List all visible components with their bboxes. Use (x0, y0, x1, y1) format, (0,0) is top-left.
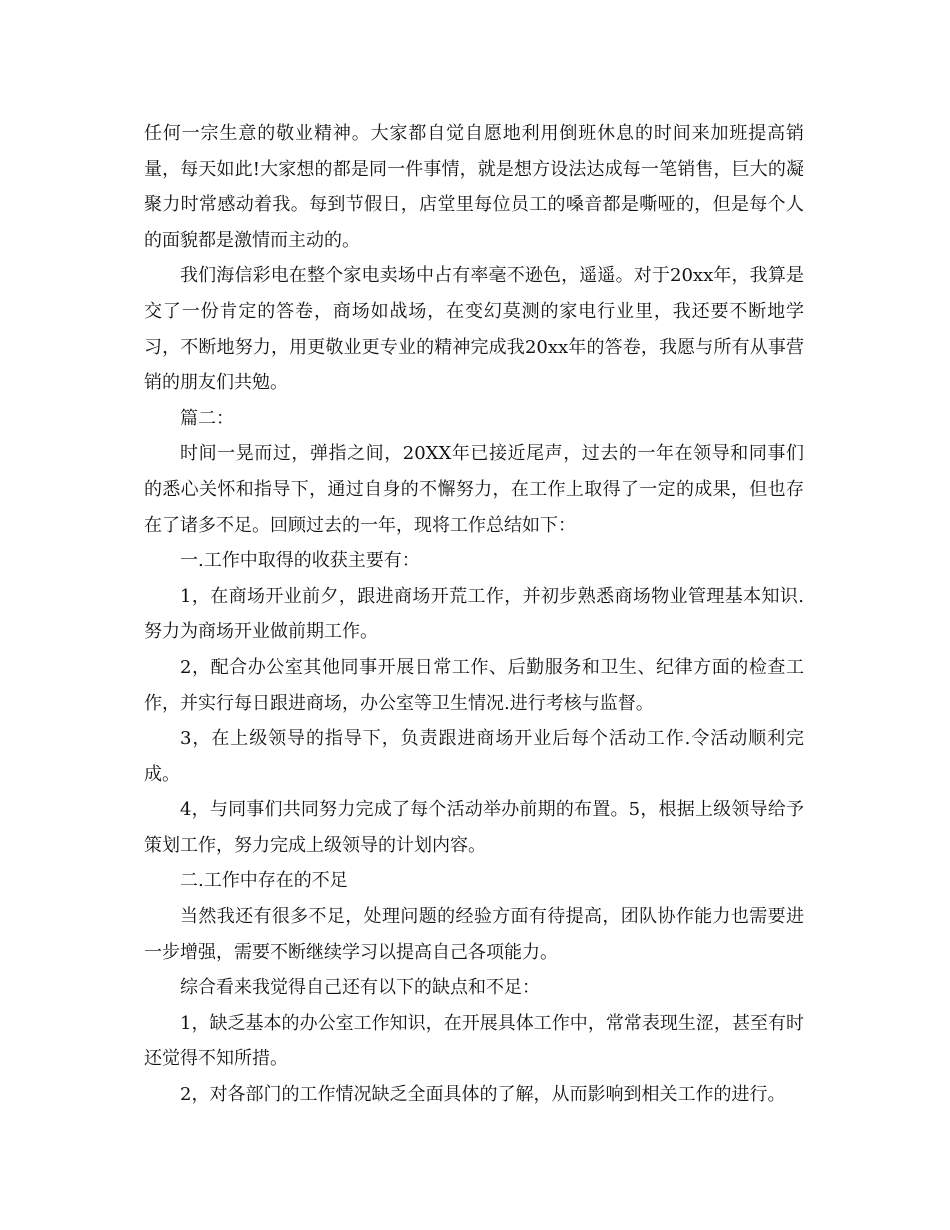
list-item: 2，配合办公室其他同事开展日常工作、后勤服务和卫生、纪律方面的检查工作，并实行每日跟进商场，办公室等卫生情况.进行考核与监督。 (144, 656, 804, 714)
subsection-heading: 一.工作中取得的收获主要有： (180, 550, 420, 572)
paragraph: 我们海信彩电在整个家电卖场中占有率毫不逊色，遥遥。对于20xx年，我算是交了一份肯定的答卷，商场如战场，在变幻莫测的家电行业里，我还要不断地学习，不断地努力，用更敬业更专业的精神完成我20xx年的答卷，我愿与所有从事营销的朋友们共勉。 (144, 265, 804, 394)
subsection-heading: 二.工作中存在的不足 (180, 870, 348, 892)
paragraph: 任何一宗生意的敬业精神。大家都自觉自愿地利用倒班休息的时间来加班提高销量，每天如此!大家想的都是同一件事情，就是想方设法达成每一笔销售，巨大的凝聚力时常感动着我。每到节假日，店堂里每位员工的嗓音都是嘶哑的，但是每个人的面貌都是激情而主动的。 (144, 123, 804, 251)
section-heading: 篇二： (180, 407, 234, 429)
list-item: 4，与同事们共同努力完成了每个活动举办前期的布置。5，根据上级领导给予策划工作，努力完成上级领导的计划内容。 (144, 799, 804, 856)
paragraph: 综合看来我觉得自己还有以下的缺点和不足： (180, 977, 540, 999)
paragraph: 当然我还有很多不足，处理问题的经验方面有待提高，团队协作能力也需要进一步增强，需要不断继续学习以提高自己各项能力。 (144, 906, 804, 963)
list-item: 2，对各部门的工作情况缺乏全面具体的了解，从而影响到相关工作的进行。 (180, 1084, 786, 1106)
list-item: 1，在商场开业前夕，跟进商场开荒工作，并初步熟悉商场物业管理基本知识.努力为商场开业做前期工作。 (144, 585, 804, 643)
list-item: 3，在上级领导的指导下，负责跟进商场开业后每个活动工作.令活动顺利完成。 (144, 728, 804, 785)
paragraph: 时间一晃而过，弹指之间，20XX年已接近尾声，过去的一年在领导和同事们的悉心关怀和指导下，通过自身的不懈努力，在工作上取得了一定的成果，但也存在了诸多不足。回顾过去的一年，现将工作总结如下： (144, 443, 804, 536)
document-body (144, 116, 804, 1113)
list-item: 1，缺乏基本的办公室工作知识，在开展具体工作中，常常表现生涩，甚至有时还觉得不知所措。 (144, 1012, 804, 1070)
